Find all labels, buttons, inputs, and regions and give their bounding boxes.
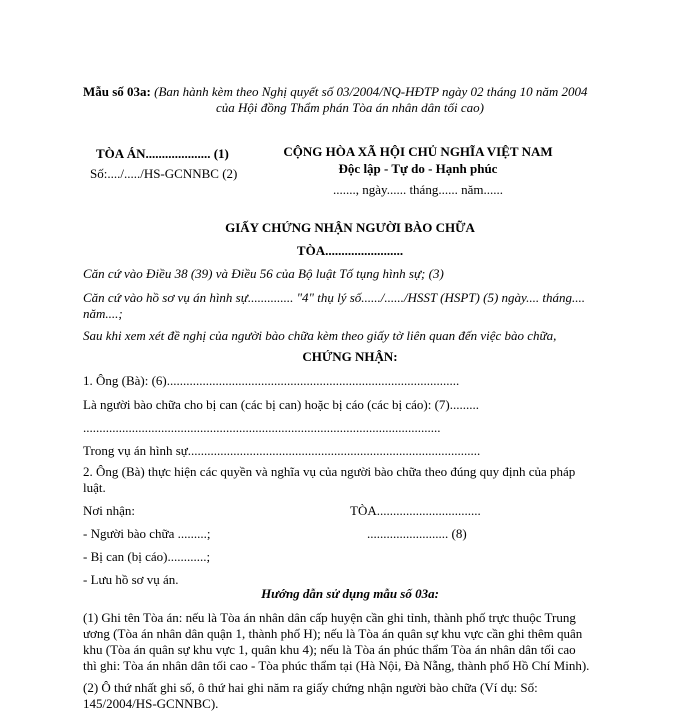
document-number: Số:..../...../HS-GCNNBC (2) — [90, 166, 238, 181]
guide-note-1-line4: thì ghi: Tòa án nhân dân tối cao - Tòa phúc thẩm tại (Hà Nội, Đà Nẵng, thành phố Hồ Chí Minh). — [83, 658, 590, 673]
court-name: TÒA ÁN.................... (1) — [96, 146, 229, 161]
recipient-defender: - Người bào chữa .........; — [83, 526, 211, 541]
form-description: (Ban hành kèm theo Nghị quyết số 03/2004/NQ-HĐTP ngày 02 tháng 10 năm 2004 — [154, 84, 588, 99]
form-header — [83, 84, 588, 100]
form-number: Mẫu số 03a: — [83, 84, 151, 99]
basis-line-1: Căn cứ vào Điều 38 (39) và Điều 56 của Bộ luật Tố tụng hình sự; (3) — [83, 266, 444, 281]
certify-item-2-cont: luật. — [83, 480, 106, 495]
dotted-line: .............................................................................................................. — [83, 420, 441, 435]
case-line: Trong vụ án hình sự.......................................................................................... — [83, 443, 481, 458]
guide-note-2-line2: 145/2004/HS-GCNNBC). — [83, 696, 219, 711]
certify-item-1: 1. Ông (Bà): (6).......................................................................................... — [83, 373, 460, 388]
signature-court: TÒA................................ — [350, 503, 481, 518]
motto: Độc lập - Tự do - Hạnh phúc — [338, 161, 498, 176]
document-subtitle: TÒA........................ — [296, 243, 404, 258]
guide-note-1-line3: khu (Tòa án quân sự khu vực 1, quân khu 4); nếu là Tòa án phúc thẩm Tòa án nhân dân tối cao — [83, 642, 576, 657]
recipient-archive: - Lưu hồ sơ vụ án. — [83, 572, 179, 587]
certify-item-2: 2. Ông (Bà) thực hiện các quyền và nghĩa vụ của người bào chữa theo đúng quy định của pháp — [83, 464, 576, 479]
date-line: ......., ngày...... tháng...... năm...... — [333, 182, 503, 197]
guide-heading: Hướng dẫn sử dụng mẫu số 03a: — [261, 586, 439, 601]
basis-line-2-cont: năm....; — [83, 306, 123, 321]
signature-signer: ......................... (8) — [367, 526, 467, 541]
document-title: GIẤY CHỨNG NHẬN NGƯỜI BÀO CHỮA — [225, 220, 475, 235]
form-description-line2: của Hội đồng Thẩm phán Tòa án nhân dân tối cao) — [216, 100, 484, 115]
basis-line-3: Sau khi xem xét đề nghị của người bào chữa kèm theo giấy tờ liên quan đến việc bào chữa, — [83, 328, 557, 343]
nation-title: CỘNG HÒA XÃ HỘI CHỦ NGHĨA VIỆT NAM — [283, 144, 553, 159]
recipients-label: Nơi nhận: — [83, 503, 136, 518]
basis-line-2: Căn cứ vào hồ sơ vụ án hình sự.............. "4" thụ lý số....../....../HSST (HSPT) (5) ngày.... tháng.... — [83, 290, 585, 305]
certify-heading: CHỨNG NHẬN: — [302, 349, 398, 364]
guide-note-2-line1: (2) Ô thứ nhất ghi số, ô thứ hai ghi năm ra giấy chứng nhận người bào chữa (Ví dụ: Số: — [83, 680, 538, 695]
recipient-defendant: - Bị can (bị cáo)............; — [83, 549, 211, 564]
guide-note-1-line2: ương (Tòa án nhân dân quận 1, thành phố H); nếu là Tòa án quân sự khu vực cần ghi thêm quân — [83, 626, 583, 641]
certify-item-1-line2: Là người bào chữa cho bị can (các bị can) hoặc bị cáo (các bị cáo): (7)......... — [83, 397, 479, 412]
guide-note-1-line1: (1) Ghi tên Tòa án: nếu là Tòa án nhân dân cấp huyện cần ghi tỉnh, thành phố trực thuộc Trung — [83, 610, 576, 625]
